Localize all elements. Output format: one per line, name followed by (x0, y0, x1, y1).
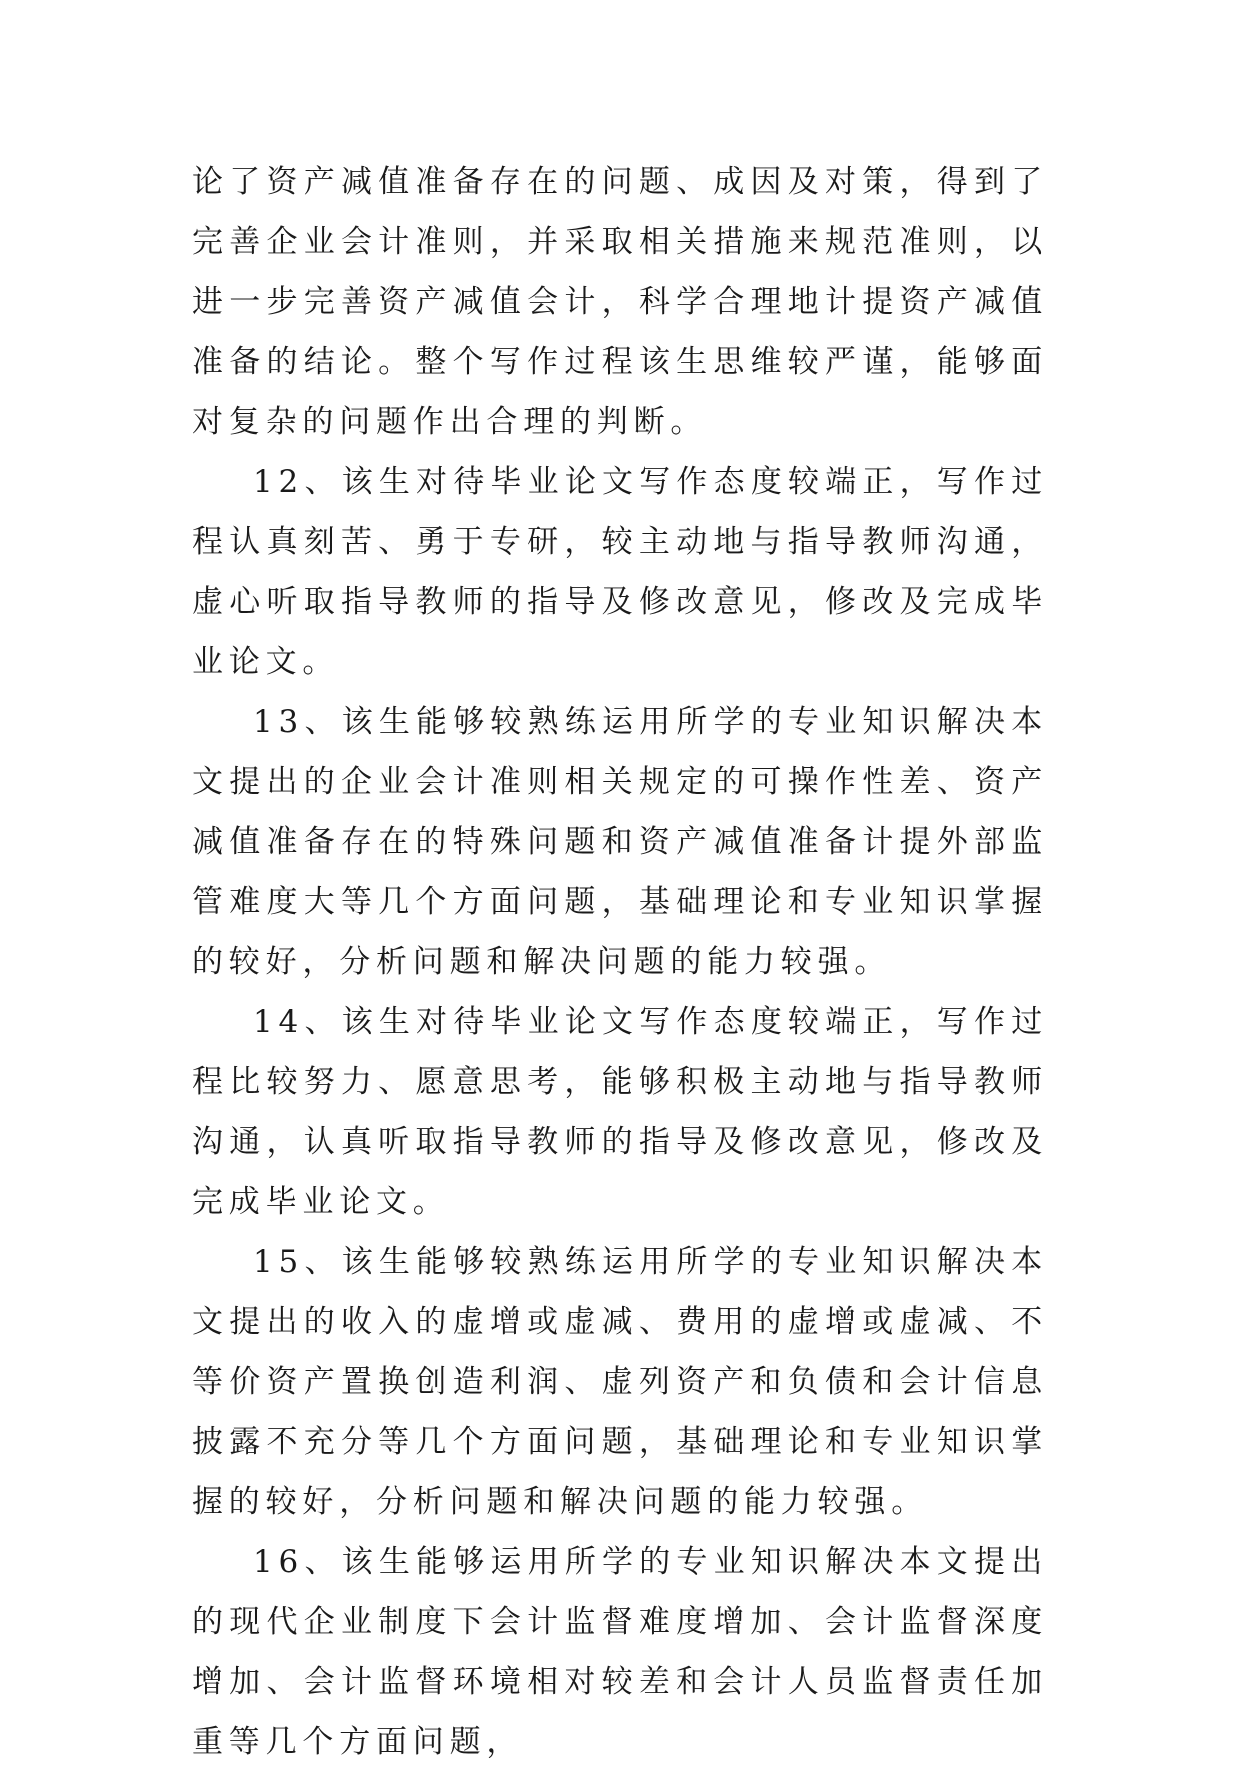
paragraph-14: 14、该生对待毕业论文写作态度较端正，写作过程比较努力、愿意思考，能够积极主动地与指导教师沟通，认真听取指导教师的指导及修改意见，修改及完成毕业论文。 (192, 1004, 1048, 1220)
paragraph-continuation: 论了资产减值准备存在的问题、成因及对策，得到了完善企业会计准则，并采取相关措施来规范准则，以进一步完善资产减值会计，科学合理地计提资产减值准备的结论。整个写作过程该生思维较严谨，能够面对复杂的问题作出合理的判断。 (192, 164, 1048, 440)
paragraph-15: 15、该生能够较熟练运用所学的专业知识解决本文提出的收入的虚增或虚减、费用的虚增或虚减、不等价资产置换创造利润、虚列资产和负债和会计信息披露不充分等几个方面问题，基础理论和专业知识掌握的较好，分析问题和解决问题的能力较强。 (192, 1244, 1048, 1520)
paragraph-12: 12、该生对待毕业论文写作态度较端正，写作过程认真刻苦、勇于专研，较主动地与指导教师沟通，虚心听取指导教师的指导及修改意见，修改及完成毕业论文。 (192, 464, 1048, 680)
paragraph-16: 16、该生能够运用所学的专业知识解决本文提出的现代企业制度下会计监督难度增加、会计监督深度增加、会计监督环境相对较差和会计人员监督责任加重等几个方面问题， (192, 1544, 1048, 1760)
paragraph-13: 13、该生能够较熟练运用所学的专业知识解决本文提出的企业会计准则相关规定的可操作性差、资产减值准备存在的特殊问题和资产减值准备计提外部监管难度大等几个方面问题，基础理论和专业知识掌握的较好，分析问题和解决问题的能力较强。 (192, 704, 1048, 980)
document-body (192, 152, 1048, 1772)
